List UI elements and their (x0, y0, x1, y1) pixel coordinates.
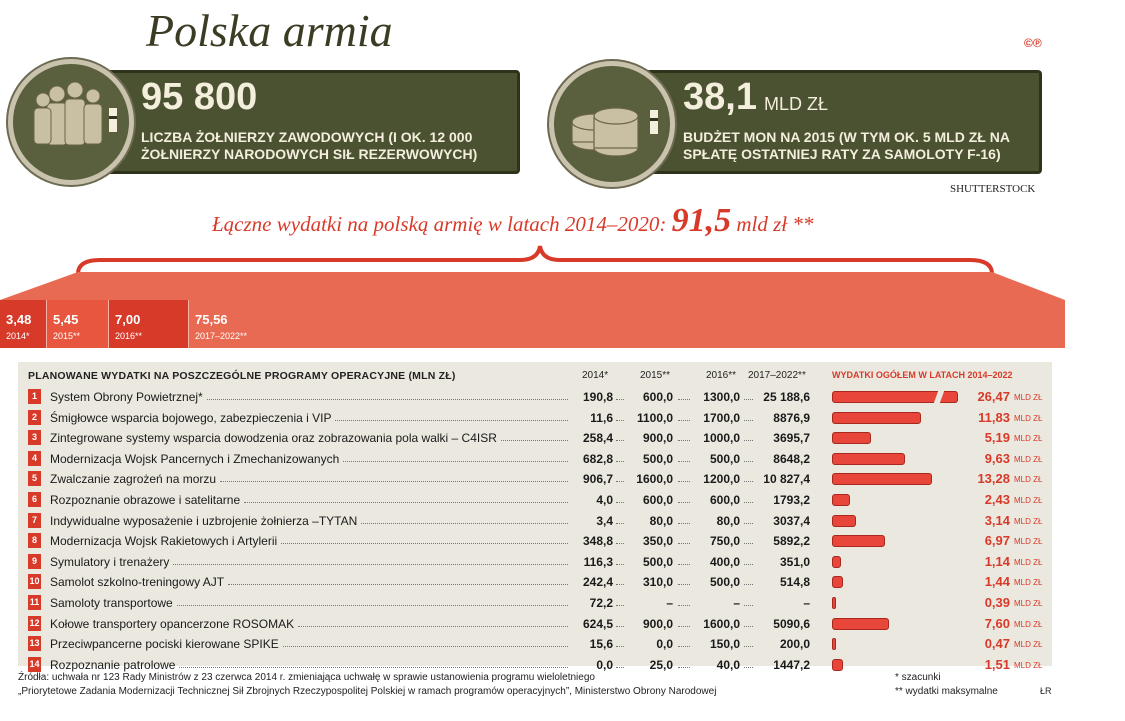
stat-value-soldiers: 95 800 (141, 76, 258, 118)
table-row (28, 409, 1048, 429)
value-2016: 80,0 (716, 513, 740, 528)
value-2015: 600,0 (642, 390, 673, 404)
total-value: 3,14 (984, 512, 1010, 528)
table-row (28, 594, 1048, 614)
leader-dots (283, 646, 568, 647)
table-title: PLANOWANE WYDATKI NA POSZCZEGÓLNE PROGRAMY OPERACYJNE (MLN ZŁ) (28, 370, 456, 382)
leader-dots (616, 502, 624, 503)
leader-dots (678, 605, 690, 606)
leader-dots (616, 481, 624, 482)
value-2016: 500,0 (709, 575, 740, 590)
value-2014: 624,5 (582, 616, 613, 631)
value-2015: – (666, 596, 673, 610)
leader-dots (616, 440, 624, 441)
stat-text-soldiers-1: LICZBA ŻOŁNIERZY ZAWODOWYCH (I OK. 12 000 (141, 129, 473, 145)
leader-dots (678, 481, 690, 482)
leader-dots (228, 584, 568, 585)
leader-dots (335, 420, 568, 421)
value-2016: 1300,0 (703, 390, 740, 404)
year-breakdown-bar (0, 300, 1065, 348)
leader-dots (343, 461, 568, 462)
source-line-1: Źródła: uchwała nr 123 Rady Ministrów z 23 czerwca 2014 r. zmieniająca uchwałę w sprawie ustanowienia programu wieloletniego (18, 672, 595, 683)
total-bar (832, 618, 889, 630)
leader-dots (244, 502, 568, 503)
leader-dots (744, 481, 753, 482)
year-segment-value: 3,48 (6, 312, 32, 327)
total-bar (832, 597, 836, 609)
total-bar (832, 515, 856, 527)
table-row (28, 450, 1048, 470)
funnel-shape (0, 272, 1125, 302)
value-2015: 900,0 (642, 616, 673, 631)
leader-dots (361, 523, 568, 524)
year-segment (188, 300, 1065, 348)
leader-dots (678, 461, 690, 462)
year-segment-label: 2015** (53, 331, 81, 341)
value-2017-2022: 3037,4 (773, 513, 810, 528)
value-2017-2022: 1447,2 (773, 657, 810, 672)
leader-dots (173, 564, 568, 565)
total-value: 6,97 (984, 533, 1010, 549)
leader-dots (616, 626, 624, 627)
program-name: Rozpoznanie patrolowe (50, 657, 176, 672)
row-number-badge: 9 (28, 554, 41, 569)
coins-icon (554, 66, 670, 182)
leader-dots (616, 543, 624, 544)
headline-suffix: mld zł ** (736, 212, 814, 236)
leader-dots (281, 543, 568, 544)
headline-value: 91,5 (671, 202, 732, 239)
total-unit: MLD ZŁ (1014, 640, 1043, 650)
total-value: 0,47 (984, 636, 1010, 652)
total-unit: MLD ZŁ (1014, 619, 1043, 629)
leader-dots (501, 440, 568, 441)
program-name: Modernizacja Wojsk Pancernych i Zmechanizowanych (50, 451, 340, 466)
leader-dots (744, 502, 753, 503)
total-bar (832, 473, 932, 485)
value-2015: 500,0 (642, 451, 673, 466)
row-number-badge: 11 (28, 595, 41, 610)
value-2014: 906,7 (582, 472, 613, 487)
year-segment (108, 300, 188, 348)
leader-dots (744, 667, 753, 668)
leader-dots (744, 523, 753, 524)
leader-dots (616, 584, 624, 585)
total-bar (832, 638, 836, 650)
program-name: Śmigłowce wsparcia bojowego, zabezpieczenia i VIP (50, 410, 332, 425)
note-estimates: * szacunki (895, 672, 941, 683)
value-2017-2022: 200,0 (779, 637, 810, 652)
year-segment-value: 7,00 (115, 312, 141, 327)
col-header-2017-2022: 2017–2022** (748, 370, 806, 381)
row-number-badge: 14 (28, 657, 41, 672)
row-number-badge: 13 (28, 636, 41, 651)
leader-dots (207, 399, 568, 400)
col-header-2014: 2014* (582, 370, 609, 381)
value-2015: 500,0 (642, 554, 673, 569)
total-unit: MLD ZŁ (1014, 660, 1043, 670)
leader-dots (616, 523, 624, 524)
row-number-badge: 12 (28, 616, 41, 631)
note-max-spending: ** wydatki maksymalne (895, 686, 998, 697)
row-number-badge: 7 (28, 513, 41, 528)
value-2016: 150,0 (709, 637, 740, 652)
leader-dots (616, 605, 624, 606)
year-segment (46, 300, 108, 348)
total-value: 26,47 (977, 389, 1010, 404)
sum-header: WYDATKI OGÓŁEM W LATACH 2014–2022 (832, 370, 1013, 380)
stat-unit-budget: MLD ZŁ (764, 94, 829, 114)
stat-text-budget-1: BUDŻET MON NA 2015 (W TYM OK. 5 MLD ZŁ NA (683, 129, 1010, 145)
value-2014: 72,2 (589, 596, 613, 610)
year-segment-label: 2014* (6, 331, 30, 341)
value-2014: 4,0 (596, 493, 613, 507)
leader-dots (298, 626, 568, 627)
leader-dots (744, 440, 753, 441)
leader-dots (744, 584, 753, 585)
table-row (28, 635, 1048, 655)
value-2015: 600,0 (642, 493, 673, 507)
leader-dots (616, 564, 624, 565)
value-2014: 258,4 (582, 431, 613, 446)
leader-dots (744, 646, 753, 647)
year-segment-value: 75,56 (195, 312, 228, 327)
value-2016: 40,0 (716, 657, 740, 672)
value-2014: 682,8 (582, 451, 613, 466)
program-name: Zintegrowane systemy wsparcia dowodzenia oraz zobrazowania pola walki – C4ISR (50, 431, 497, 446)
leader-dots (678, 646, 690, 647)
program-name: Zwalczanie zagrożeń na morzu (50, 472, 217, 487)
total-unit: MLD ZŁ (1014, 454, 1043, 464)
leader-dots (678, 564, 690, 565)
value-2017-2022: – (803, 596, 810, 610)
stat-value-budget: 38,1 (683, 76, 757, 118)
leader-dots (744, 461, 753, 462)
table-row (28, 491, 1048, 511)
value-2014: 11,6 (590, 410, 613, 425)
value-2015: 350,0 (642, 534, 673, 549)
row-number-badge: 2 (28, 410, 41, 425)
year-segment-value: 5,45 (53, 312, 79, 327)
value-2015: 80,0 (649, 513, 673, 528)
leader-dots (616, 399, 624, 400)
total-value: 2,43 (984, 492, 1010, 507)
total-bar (832, 494, 850, 506)
value-2016: 1700,0 (703, 410, 740, 425)
leader-dots (177, 605, 568, 606)
total-value: 1,51 (984, 656, 1010, 672)
total-value: 0,39 (984, 595, 1010, 610)
coins-icon-circle (549, 61, 675, 187)
stat-text-soldiers-2: ŻOŁNIERZY NARODOWYCH SIŁ REZERWOWYCH) (141, 146, 478, 162)
value-2017-2022: 1793,2 (773, 493, 810, 507)
program-name: Symulatory i trenażery (50, 554, 170, 569)
value-2016: 1200,0 (703, 472, 740, 487)
value-2016: 1000,0 (703, 431, 740, 446)
copyright-mark: ©℗ (1024, 36, 1042, 50)
value-2015: 25,0 (649, 657, 673, 672)
total-unit: MLD ZŁ (1014, 496, 1043, 505)
table-row (28, 429, 1048, 449)
stat-text-budget-2: SPŁATĘ OSTATNIEJ RATY ZA SAMOLOTY F-16) (683, 146, 1001, 162)
total-bar (832, 535, 885, 547)
total-unit: MLD ZŁ (1014, 516, 1043, 526)
row-number-badge: 8 (28, 533, 41, 548)
value-2014: 190,8 (582, 390, 613, 404)
leader-dots (616, 420, 624, 421)
table-row (28, 470, 1048, 490)
value-2015: 1600,0 (636, 472, 673, 487)
value-2014: 242,4 (582, 575, 613, 590)
value-2017-2022: 25 188,6 (763, 390, 810, 404)
total-unit: MLD ZŁ (1014, 557, 1043, 567)
leader-dots (616, 667, 624, 668)
leader-dots (744, 626, 753, 627)
program-name: Kołowe transportery opancerzone ROSOMAK (50, 616, 295, 631)
headline-prefix: Łączne wydatki na polską armię w latach 2014–2020: (212, 212, 667, 236)
value-2015: 310,0 (642, 575, 673, 590)
value-2016: 1600,0 (703, 616, 740, 631)
program-name: Modernizacja Wojsk Rakietowych i Artylerii (50, 534, 278, 549)
value-2017-2022: 5892,2 (773, 534, 810, 549)
value-2014: 3,4 (596, 513, 613, 528)
value-2016: 750,0 (709, 534, 740, 549)
leader-dots (179, 667, 568, 668)
leader-dots (616, 461, 624, 462)
value-2015: 0,0 (656, 637, 673, 652)
table-row (28, 553, 1048, 573)
total-value: 1,14 (984, 553, 1010, 569)
year-segment (0, 300, 46, 348)
leader-dots (678, 626, 690, 627)
row-number-badge: 5 (28, 471, 41, 486)
year-segment-label: 2017–2022** (195, 331, 248, 341)
total-value: 1,44 (984, 574, 1010, 590)
soldiers-icon (13, 64, 129, 180)
total-unit: MLD ZŁ (1014, 578, 1043, 588)
leader-dots (744, 420, 753, 421)
source-line-2: „Priorytetowe Zadania Modernizacji Technicznej Sił Zbrojnych Rzeczypospolitej Polskiej w ramach programów operacyjnych”, Ministerstwo Obrony Narodowej (18, 686, 717, 697)
total-bar (832, 576, 843, 588)
leader-dots (678, 420, 690, 421)
leader-dots (220, 481, 568, 482)
program-name: Samoloty transportowe (50, 596, 173, 610)
photo-credit: SHUTTERSTOCK (950, 183, 1036, 195)
program-name: Przeciwpancerne pociski kierowane SPIKE (50, 637, 279, 652)
row-number-badge: 1 (28, 389, 41, 404)
table-row (28, 512, 1048, 532)
value-2017-2022: 8876,9 (773, 410, 810, 425)
program-name: Rozpoznanie obrazowe i satelitarne (50, 493, 241, 507)
leader-dots (678, 543, 690, 544)
table-row (28, 615, 1048, 635)
total-bar (832, 453, 905, 465)
table-row (28, 388, 1048, 408)
leader-dots (678, 667, 690, 668)
page-title: Polska armia (146, 5, 393, 56)
total-unit: MLD ZŁ (1014, 434, 1043, 444)
row-number-badge: 3 (28, 430, 41, 445)
leader-dots (744, 564, 753, 565)
program-name: System Obrony Powietrznej* (50, 390, 203, 404)
total-unit: MLD ZŁ (1014, 475, 1043, 485)
total-bar (832, 659, 843, 671)
row-number-badge: 4 (28, 451, 41, 466)
total-value: 13,28 (977, 471, 1010, 487)
value-2017-2022: 5090,6 (773, 616, 810, 631)
total-headline (212, 202, 813, 240)
col-header-2016: 2016** (706, 370, 737, 381)
leader-dots (678, 399, 690, 400)
value-2014: 348,8 (582, 534, 613, 549)
value-2016: 600,0 (709, 493, 740, 507)
total-unit: MLD ZŁ (1014, 537, 1043, 547)
leader-dots (744, 605, 753, 606)
soldiers-icon-circle (8, 59, 134, 185)
leader-dots (678, 440, 690, 441)
total-bar (832, 432, 871, 444)
program-name: Indywidualne wyposażenie i uzbrojenie żołnierza –TYTAN (50, 513, 358, 528)
author-initials: ŁR (1040, 686, 1052, 696)
leader-dots (616, 646, 624, 647)
leader-dots (744, 543, 753, 544)
total-value: 9,63 (984, 450, 1010, 466)
leader-dots (678, 584, 690, 585)
year-segment-label: 2016** (115, 331, 143, 341)
total-unit: MLD ZŁ (1014, 599, 1043, 608)
leader-dots (744, 399, 753, 400)
value-2017-2022: 10 827,4 (763, 472, 810, 487)
row-number-badge: 6 (28, 492, 41, 507)
total-value: 7,60 (984, 615, 1010, 631)
total-bar (832, 412, 921, 424)
row-number-badge: 10 (28, 574, 41, 589)
value-2014: 116,3 (583, 554, 613, 569)
value-2014: 15,6 (589, 637, 613, 652)
value-2015: 900,0 (642, 431, 673, 446)
col-header-2015: 2015** (640, 370, 671, 381)
value-2016: – (733, 596, 740, 610)
table-row (28, 573, 1048, 593)
leader-dots (678, 502, 690, 503)
value-2016: 400,0 (709, 554, 740, 569)
total-bar (832, 556, 841, 568)
table-row (28, 532, 1048, 552)
value-2017-2022: 3695,7 (773, 431, 810, 446)
value-2014: 0,0 (596, 657, 613, 672)
total-value: 5,19 (984, 430, 1010, 446)
value-2017-2022: 8648,2 (773, 451, 810, 466)
value-2017-2022: 351,0 (779, 554, 810, 569)
value-2016: 500,0 (709, 451, 740, 466)
leader-dots (678, 523, 690, 524)
value-2017-2022: 514,8 (779, 575, 810, 590)
total-unit: MLD ZŁ (1014, 413, 1043, 423)
program-name: Samolot szkolno-treningowy AJT (50, 575, 225, 590)
value-2015: 1100,0 (636, 410, 673, 425)
total-unit: MLD ZŁ (1014, 393, 1043, 402)
total-value: 11,83 (978, 409, 1010, 425)
